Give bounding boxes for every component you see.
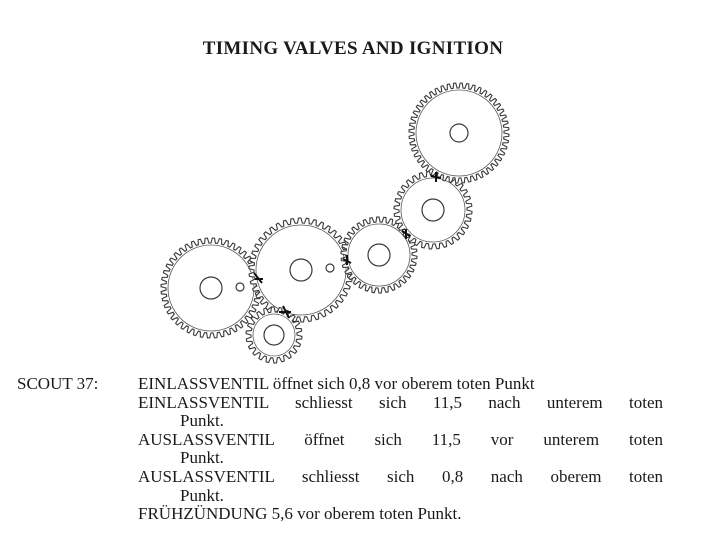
upper-middle-gear-shaft-hole [422, 199, 444, 221]
timing-specification [0, 375, 706, 524]
center-gear-shaft-hole [368, 244, 390, 266]
large-left-gear-shaft-hole [200, 277, 222, 299]
small-bottom-gear-shaft-hole [264, 325, 284, 345]
large-left-gear [161, 238, 261, 338]
exhaust-close-continuation: Punkt. [180, 485, 224, 505]
center-left-gear [249, 218, 353, 322]
top-right-gear [409, 83, 509, 183]
exhaust-open-continuation: Punkt. [180, 448, 224, 468]
exhaust-close-line: AUSLASSVENTIL schliesst sich 0,8 nach oberem toten [138, 466, 663, 486]
intake-close-line: EINLASSVENTIL schliesst sich 11,5 nach unterem toten [138, 392, 663, 412]
top-right-gear-shaft-hole [450, 124, 468, 142]
ignition-advance-line: FRÜHZÜNDUNG 5,6 vor oberem toten Punkt. [138, 504, 462, 524]
diagram-title: TIMING VALVES AND IGNITION [202, 38, 504, 59]
intake-open-line: EINLASSVENTIL öffnet sich 0,8 vor oberem toten Punkt [138, 374, 535, 393]
center-left-gear-shaft-hole [290, 259, 312, 281]
large-left-gear-pin-hole [236, 283, 244, 291]
center-left-gear-pin-hole [326, 264, 334, 272]
small-bottom-gear [246, 307, 302, 363]
intake-close-continuation: Punkt. [180, 411, 224, 431]
exhaust-open-line: AUSLASSVENTIL öffnet sich 11,5 vor unterem toten [138, 429, 663, 449]
model-label: SCOUT 37: [17, 374, 99, 393]
